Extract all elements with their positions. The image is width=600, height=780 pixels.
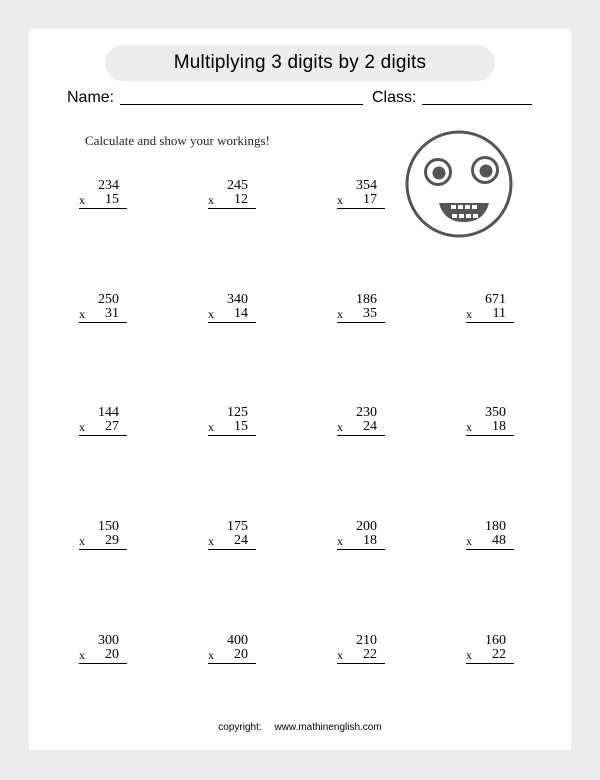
multiplicand: 150: [98, 519, 119, 534]
times-sign: x: [79, 193, 85, 207]
multiplicand: 186: [356, 292, 377, 307]
answer-line: [337, 208, 385, 209]
multiplier: 35: [363, 306, 377, 321]
multiplicand: 230: [356, 405, 377, 420]
multiplicand: 350: [485, 405, 506, 420]
times-sign: x: [466, 420, 472, 434]
multiplier: 14: [234, 306, 248, 321]
answer-line: [337, 663, 385, 664]
multiplicand: 400: [227, 633, 248, 648]
worksheet-title: Multiplying 3 digits by 2 digits: [105, 45, 495, 81]
problem-15: [466, 519, 514, 567]
problem-9: [208, 405, 256, 453]
answer-line: [79, 435, 127, 436]
class-label: Class:: [372, 89, 417, 106]
problem-17: [208, 633, 256, 681]
times-sign: x: [337, 534, 343, 548]
problem-4: [79, 292, 127, 340]
multiplier: 22: [492, 647, 506, 662]
answer-line: [337, 435, 385, 436]
multiplicand: 354: [356, 178, 377, 193]
problem-5: [208, 292, 256, 340]
answer-line: [208, 549, 256, 550]
multiplier: 18: [363, 533, 377, 548]
times-sign: x: [208, 193, 214, 207]
multiplier: 15: [234, 419, 248, 434]
times-sign: x: [466, 534, 472, 548]
multiplier: 18: [492, 419, 506, 434]
worksheet: [29, 29, 571, 750]
times-sign: x: [466, 307, 472, 321]
problem-10: [337, 405, 385, 453]
times-sign: x: [208, 534, 214, 548]
multiplicand: 125: [227, 405, 248, 420]
problem-18: [337, 633, 385, 681]
copyright-label: copyright:: [218, 722, 262, 733]
grinning-face-icon: [404, 125, 514, 243]
multiplicand: 245: [227, 178, 248, 193]
answer-line: [79, 663, 127, 664]
times-sign: x: [79, 648, 85, 662]
answer-line: [208, 208, 256, 209]
times-sign: x: [79, 307, 85, 321]
answer-line: [466, 549, 514, 550]
times-sign: x: [337, 648, 343, 662]
answer-line: [208, 663, 256, 664]
times-sign: x: [208, 648, 214, 662]
answer-line: [79, 208, 127, 209]
multiplicand: 144: [98, 405, 119, 420]
times-sign: x: [208, 307, 214, 321]
name-line: [120, 104, 363, 105]
answer-line: [466, 322, 514, 323]
multiplier: 20: [105, 647, 119, 662]
multiplier: 11: [492, 306, 506, 321]
name-label: Name:: [67, 89, 115, 106]
problem-12: [79, 519, 127, 567]
answer-line: [208, 322, 256, 323]
multiplicand: 160: [485, 633, 506, 648]
answer-line: [466, 435, 514, 436]
multiplicand: 250: [98, 292, 119, 307]
multiplier: 22: [363, 647, 377, 662]
times-sign: x: [208, 420, 214, 434]
problem-1: [79, 178, 127, 226]
website-link[interactable]: www.mathinenglish.com: [274, 722, 382, 733]
answer-line: [337, 549, 385, 550]
instructions: Calculate and show your workings!: [85, 133, 270, 148]
multiplier: 17: [363, 192, 377, 207]
multiplier: 24: [363, 419, 377, 434]
problem-6: [337, 292, 385, 340]
problem-19: [466, 633, 514, 681]
multiplicand: 200: [356, 519, 377, 534]
problem-7: [466, 292, 514, 340]
multiplier: 31: [105, 306, 119, 321]
problem-13: [208, 519, 256, 567]
problem-16: [79, 633, 127, 681]
multiplicand: 234: [98, 178, 119, 193]
times-sign: x: [337, 193, 343, 207]
times-sign: x: [337, 420, 343, 434]
multiplicand: 180: [485, 519, 506, 534]
multiplier: 15: [105, 192, 119, 207]
multiplier: 20: [234, 647, 248, 662]
problem-14: [337, 519, 385, 567]
times-sign: x: [79, 534, 85, 548]
problem-11: [466, 405, 514, 453]
multiplier: 48: [492, 533, 506, 548]
multiplicand: 671: [485, 292, 506, 307]
problem-2: [208, 178, 256, 226]
answer-line: [79, 549, 127, 550]
answer-line: [208, 435, 256, 436]
answer-line: [337, 322, 385, 323]
multiplier: 27: [105, 419, 119, 434]
times-sign: x: [337, 307, 343, 321]
times-sign: x: [466, 648, 472, 662]
multiplicand: 300: [98, 633, 119, 648]
multiplicand: 210: [356, 633, 377, 648]
footer: [29, 722, 571, 733]
answer-line: [79, 322, 127, 323]
multiplicand: 340: [227, 292, 248, 307]
multiplier: 29: [105, 533, 119, 548]
answer-line: [466, 663, 514, 664]
class-line: [422, 104, 532, 105]
multiplier: 12: [234, 192, 248, 207]
times-sign: x: [79, 420, 85, 434]
problem-8: [79, 405, 127, 453]
multiplier: 24: [234, 533, 248, 548]
problem-3: [337, 178, 385, 226]
multiplicand: 175: [227, 519, 248, 534]
